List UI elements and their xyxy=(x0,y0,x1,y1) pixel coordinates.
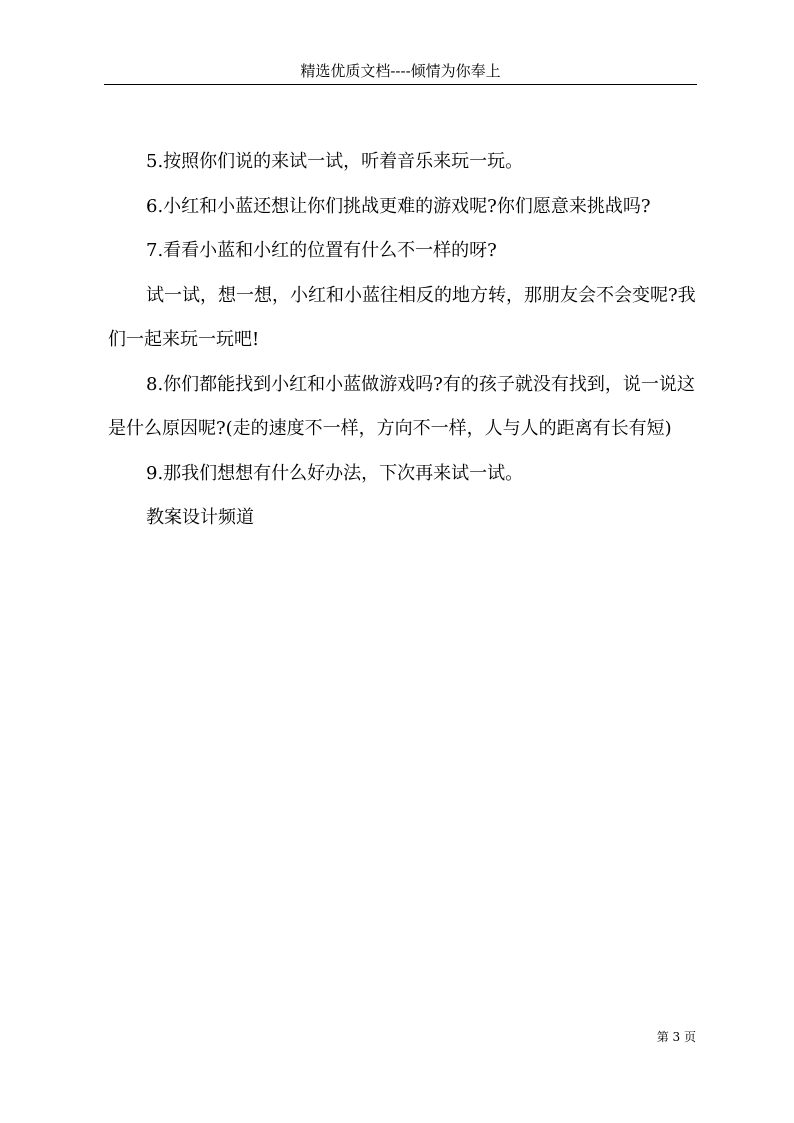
paragraph-step-8: 8.你们都能找到小红和小蓝做游戏吗?有的孩子就没有找到，说一说这是什么原因呢?(走的速度不一样，方向不一样，人与人的距离有长有短) xyxy=(108,373,695,439)
paragraph-step-5: 5.按照你们说的来试一试，听着音乐来玩一玩。 xyxy=(146,151,524,172)
paragraph-channel-note: 教案设计频道 xyxy=(146,507,254,528)
document-body xyxy=(108,140,698,541)
paragraph-step-7: 7.看看小蓝和小红的位置有什么不一样的呀? xyxy=(146,240,497,261)
paragraph-try-and-think: 试一试，想一想，小红和小蓝往相反的地方转，那朋友会不会变呢?我们一起来玩一玩吧! xyxy=(108,284,696,350)
paragraph-step-6: 6.小红和小蓝还想让你们挑战更难的游戏呢?你们愿意来挑战吗? xyxy=(146,195,651,217)
page-number: 第 3 页 xyxy=(656,1030,696,1044)
paragraph-step-9: 9.那我们想想有什么好办法，下次再来试一试。 xyxy=(146,462,524,484)
page-header: 精选优质文档----倾情为你奉上 xyxy=(104,58,697,85)
